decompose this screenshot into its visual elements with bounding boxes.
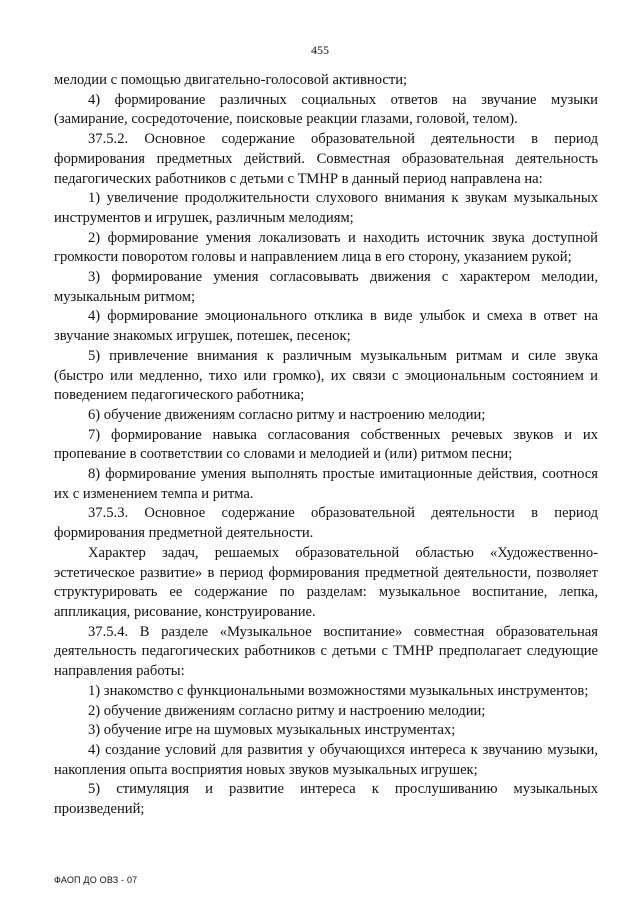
body-paragraph: 4) создание условий для развития у обучающихся интереса к звучанию музыки, накопления опыта восприятия новых звуков музыкальных игрушек; xyxy=(54,741,598,778)
body-paragraph: 8) формирование умения выполнять простые имитационные действия, соотнося их с изменением темпа и ритма. xyxy=(54,466,598,502)
footer-code: ФАОП ДО ОВЗ - 07 xyxy=(54,875,138,885)
body-paragraph: 2) формирование умения локализовать и находить источник звука доступной громкости поворотом головы и направлением лица в его сторону, указанием рукой; xyxy=(54,229,598,266)
body-paragraph: 5) привлечение внимания к различным музыкальным ритмам и силе звука (быстро или медленно, тихо или громко), их связи с эмоциональным состоянием и поведением педагогического работника; xyxy=(54,347,598,404)
body-paragraph: мелодии с помощью двигательно-голосовой активности; xyxy=(54,72,408,88)
body-paragraph: 6) обучение движениям согласно ритму и настроению мелодии; xyxy=(88,406,486,423)
body-paragraph: 2) обучение движениям согласно ритму и настроению мелодии; xyxy=(88,702,486,719)
page-number: 455 xyxy=(311,43,329,57)
body-paragraph: 1) знакомство с функциональными возможностями музыкальных инструментов; xyxy=(88,682,589,699)
document-body xyxy=(54,71,598,820)
body-paragraph: Характер задач, решаемых образовательной областью «Художественно-эстетическое развитие» в период формирования предметной деятельности, позволяет структурировать ее содержание по разделам: музыкальное воспитание, лепка, аппликация, рисование, конструирование. xyxy=(54,544,598,620)
body-paragraph: 7) формирование навыка согласования собственных речевых звуков и их пропевание в соответствии со словами и мелодией и (или) ритмом песни; xyxy=(54,426,598,463)
body-paragraph: 37.5.2. Основное содержание образовательной деятельности в период формирования предметных действий. Совместная образовательная деятельность педагогических работников с детьми с ТМНР в данный период направлена на: xyxy=(54,131,598,187)
body-paragraph: 3) обучение игре на шумовых музыкальных инструментах; xyxy=(88,722,456,739)
body-paragraph: 4) формирование эмоционального отклика в виде улыбок и смеха в ответ на звучание знакомых игрушек, потешек, песенок; xyxy=(54,308,598,345)
body-paragraph: 5) стимуляция и развитие интереса к прослушиванию музыкальных произведений; xyxy=(54,781,598,818)
body-paragraph: 37.5.4. В разделе «Музыкальное воспитание» совместная образовательная деятельность педагогических работников с детьми с ТМНР предполагает следующие направления работы: xyxy=(54,623,598,680)
body-paragraph: 1) увеличение продолжительности слухового внимания к звукам музыкальных инструментов и игрушек, различным мелодиям; xyxy=(54,190,598,226)
body-paragraph: 37.5.3. Основное содержание образовательной деятельности в период формирования предметной деятельности. xyxy=(54,505,598,542)
body-paragraph: 4) формирование различных социальных ответов на звучание музыки (замирание, сосредоточение, поисковые реакции глазами, головой, телом). xyxy=(54,91,598,128)
body-paragraph: 3) формирование умения согласовывать движения с характером мелодии, музыкальным ритмом; xyxy=(54,269,598,305)
